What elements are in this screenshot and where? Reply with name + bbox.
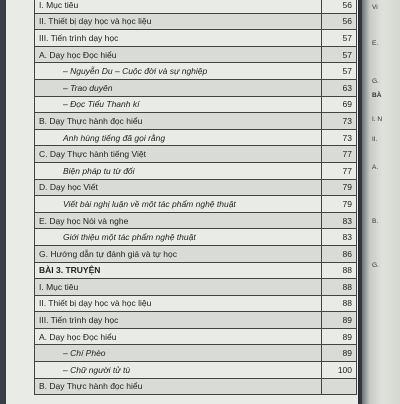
- margin-fragment: II.: [372, 136, 378, 143]
- toc-row: [35, 245, 357, 262]
- toc-entry-title: Biện pháp tu từ đối: [35, 162, 322, 179]
- toc-entry-title: III. Tiến trình dạy học: [35, 312, 322, 329]
- toc-row: [35, 179, 357, 196]
- toc-entry-title: – Đọc Tiểu Thanh kí: [35, 96, 322, 113]
- margin-fragment: E.: [372, 40, 379, 47]
- toc-entry-title: Giới thiệu một tác phẩm nghệ thuật: [35, 229, 322, 246]
- toc-entry-title: A. Dạy học Đọc hiểu: [35, 328, 322, 345]
- margin-fragment: I. N: [372, 116, 383, 123]
- toc-entry-page: 69: [322, 96, 357, 113]
- toc-entry-title: D. Dạy học Viết: [35, 179, 322, 196]
- toc-entry-page: 73: [322, 113, 357, 130]
- book-page-left: [6, 0, 358, 404]
- margin-fragment: Vi: [372, 4, 378, 11]
- toc-row: [35, 362, 357, 379]
- toc-row: [35, 328, 357, 345]
- toc-entry-page: 79: [322, 196, 357, 213]
- toc-entry-title: I. Mục tiêu: [35, 279, 322, 296]
- toc-entry-title: Viết bài nghị luận về một tác phẩm nghệ thuật: [35, 196, 322, 213]
- toc-entry-page: 77: [322, 146, 357, 163]
- toc-entry-page: 77: [322, 162, 357, 179]
- toc-entry-page: 88: [322, 262, 357, 279]
- toc-row: [35, 345, 357, 362]
- toc-entry-page: 57: [322, 30, 357, 47]
- toc-entry-title: II. Thiết bị dạy học và học liệu: [35, 13, 322, 30]
- toc-row: [35, 129, 357, 146]
- toc-row: [35, 113, 357, 130]
- toc-entry-title: B. Dạy Thực hành đọc hiểu: [35, 378, 322, 395]
- toc-entry-title: II. Thiết bị dạy học và học liệu: [35, 295, 322, 312]
- toc-entry-page: [322, 378, 357, 395]
- margin-fragment: A.: [372, 164, 379, 171]
- toc-entry-page: 56: [322, 13, 357, 30]
- margin-fragment: BÀ: [372, 92, 382, 99]
- toc-row: [35, 262, 357, 279]
- table-of-contents: [34, 0, 357, 395]
- toc-row: [35, 162, 357, 179]
- toc-row: [35, 295, 357, 312]
- toc-entry-title: C. Dạy Thực hành tiếng Việt: [35, 146, 322, 163]
- toc-entry-page: 100: [322, 362, 357, 379]
- toc-entry-page: 57: [322, 46, 357, 63]
- toc-row: [35, 146, 357, 163]
- margin-fragment: B.: [372, 218, 379, 225]
- toc-entry-page: 63: [322, 79, 357, 96]
- toc-entry-title: III. Tiến trình dạy học: [35, 30, 322, 47]
- margin-fragment: G.: [372, 262, 379, 269]
- toc-entry-title: – Chữ người tử tù: [35, 362, 322, 379]
- toc-entry-page: 88: [322, 295, 357, 312]
- toc-entry-page: 89: [322, 312, 357, 329]
- toc-entry-title: I. Mục tiêu: [35, 0, 322, 13]
- toc-entry-page: 86: [322, 245, 357, 262]
- toc-entry-page: 88: [322, 279, 357, 296]
- toc-entry-page: 56: [322, 0, 357, 13]
- toc-entry-title: G. Hướng dẫn tự đánh giá và tự học: [35, 245, 322, 262]
- toc-entry-page: 79: [322, 179, 357, 196]
- toc-row: [35, 63, 357, 80]
- toc-entry-title: – Nguyễn Du – Cuộc đời và sự nghiệp: [35, 63, 322, 80]
- toc-entry-page: 89: [322, 345, 357, 362]
- toc-row: [35, 79, 357, 96]
- toc-entry-title: Anh hùng tiếng đã gọi rằng: [35, 129, 322, 146]
- toc-entry-title: A. Dạy học Đọc hiểu: [35, 46, 322, 63]
- toc-row: [35, 46, 357, 63]
- toc-entry-page: 57: [322, 63, 357, 80]
- toc-entry-page: 73: [322, 129, 357, 146]
- toc-row: [35, 212, 357, 229]
- toc-entry-title: B. Dạy Thực hành đọc hiểu: [35, 113, 322, 130]
- toc-entry-page: 83: [322, 212, 357, 229]
- book-page-right: [362, 0, 400, 404]
- toc-row: [35, 13, 357, 30]
- toc-entry-title: E. Dạy học Nói và nghe: [35, 212, 322, 229]
- margin-fragment: G.: [372, 78, 379, 85]
- toc-row: [35, 0, 357, 13]
- toc-row: [35, 378, 357, 395]
- toc-row: [35, 229, 357, 246]
- toc-entry-title: BÀI 3. TRUYỆN: [35, 262, 322, 279]
- toc-row: [35, 196, 357, 213]
- toc-row: [35, 312, 357, 329]
- toc-entry-title: – Chí Phèo: [35, 345, 322, 362]
- toc-entry-page: 89: [322, 328, 357, 345]
- toc-row: [35, 279, 357, 296]
- toc-row: [35, 30, 357, 47]
- toc-row: [35, 96, 357, 113]
- toc-entry-page: 83: [322, 229, 357, 246]
- toc-entry-title: – Trao duyên: [35, 79, 322, 96]
